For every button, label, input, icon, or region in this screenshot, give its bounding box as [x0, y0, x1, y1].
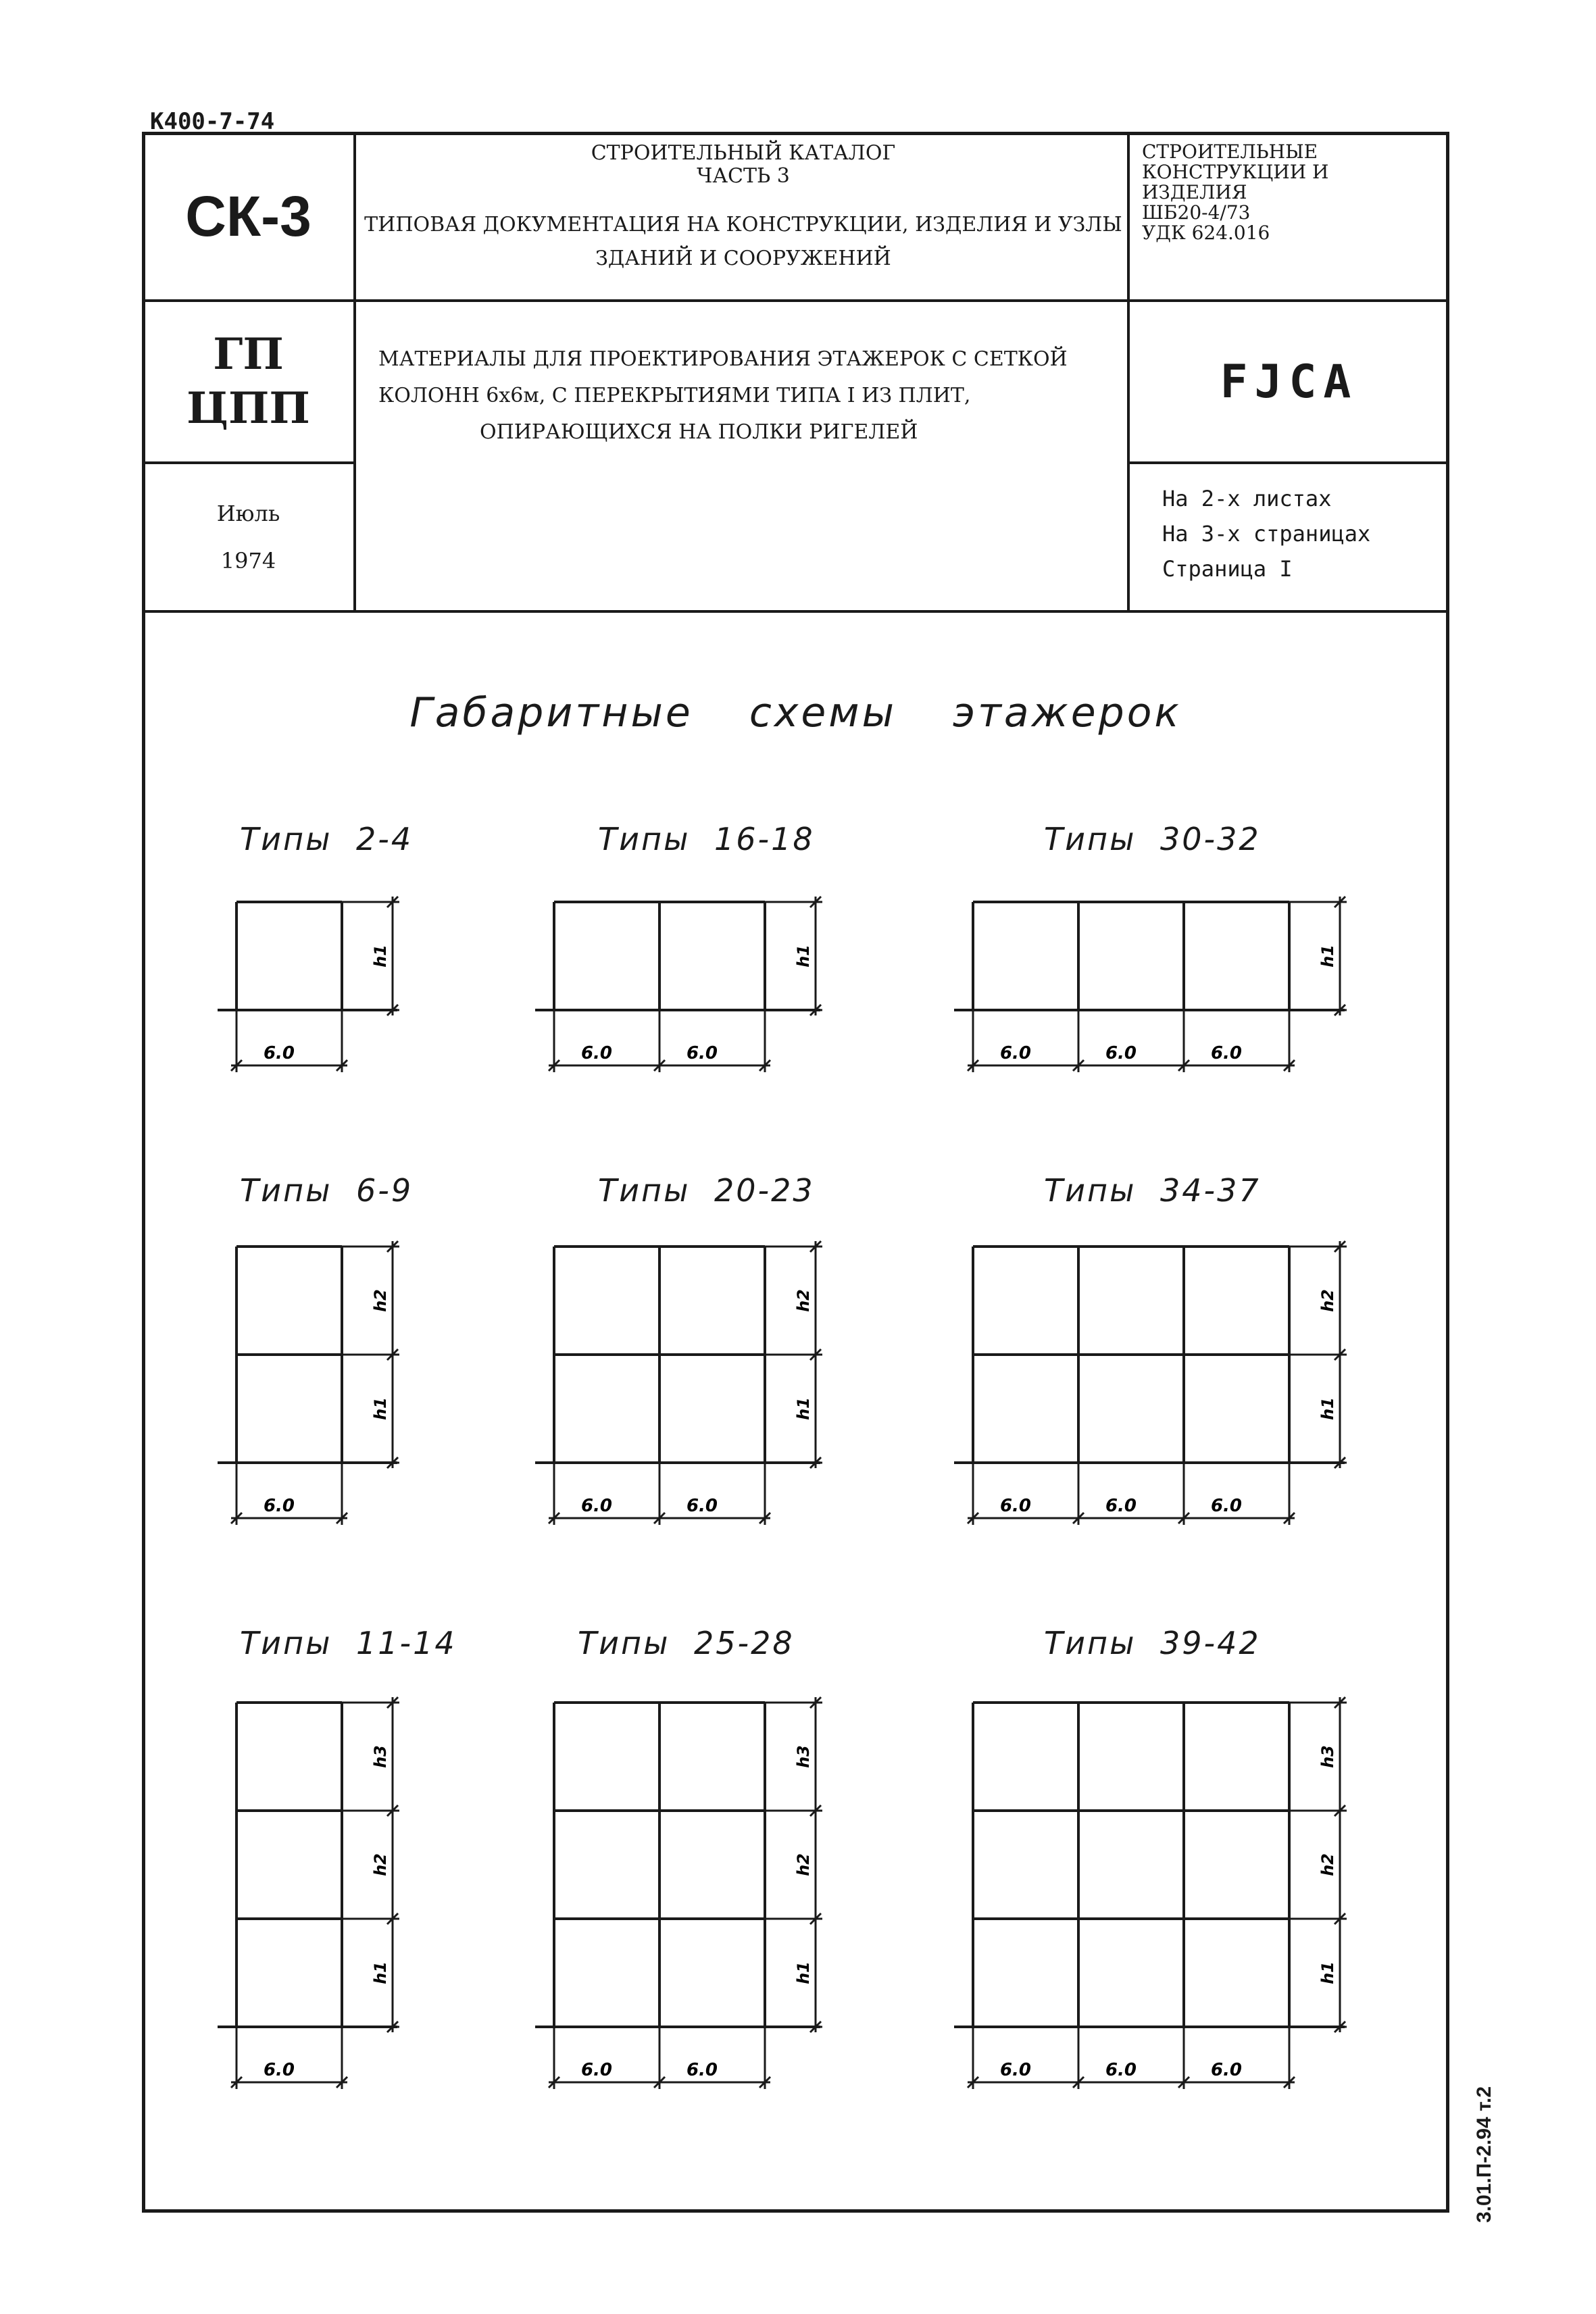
scheme-5-bay-label: 6.0	[686, 1496, 718, 1516]
org-line-1: ГП	[213, 329, 284, 380]
scheme-3-bay-label: 6.0	[1210, 1043, 1243, 1063]
scheme-8-bay-label: 6.0	[580, 2060, 613, 2080]
section-line-1: СТРОИТЕЛЬНЫЕ	[1142, 141, 1318, 163]
materials-line-3: ОПИРАЮЩИХСЯ НА ПОЛКИ РИГЕЛЕЙ	[480, 420, 918, 444]
materials-line-2: КОЛОНН 6х6м, С ПЕРЕКРЫТИЯМИ ТИПА I ИЗ ПЛИТ,	[378, 384, 971, 407]
scheme-8-height-label: h3	[794, 1745, 813, 1768]
scheme-7-height-label: h1	[371, 1961, 390, 1984]
scheme-9-height-label: h3	[1318, 1745, 1337, 1768]
issue-month: Июль	[216, 501, 280, 526]
side-stamp: 3.01.П-2.94 т.2	[1473, 2086, 1495, 2223]
document-code: К400-7-74	[150, 108, 275, 135]
issue-year: 1974	[220, 548, 276, 574]
scheme-label-9: Типы 39-42	[1044, 1625, 1261, 1661]
scheme-2-height-label: h1	[794, 945, 813, 967]
page-info-pages: На 3-х страницах	[1162, 521, 1371, 547]
scheme-label-3: Типы 30-32	[1044, 821, 1261, 857]
scheme-6-bay-label: 6.0	[999, 1496, 1032, 1516]
scheme-4-bay-label: 6.0	[263, 1496, 295, 1516]
scheme-9-bay-label: 6.0	[1210, 2060, 1243, 2080]
section-line-5: УДК 624.016	[1142, 222, 1270, 244]
section-line-4: ШБ20-4/73	[1142, 201, 1251, 224]
page-info-current: Страница I	[1162, 556, 1293, 582]
scheme-9-bay-label: 6.0	[999, 2060, 1032, 2080]
org-line-2: ЦПП	[186, 383, 310, 434]
scheme-5-bay-label: 6.0	[580, 1496, 613, 1516]
scheme-1-bay-label: 6.0	[263, 1043, 295, 1063]
scheme-4-height-label: h1	[371, 1397, 390, 1420]
scheme-6-height-label: h2	[1318, 1289, 1337, 1312]
scheme-8-bay-label: 6.0	[686, 2060, 718, 2080]
page-info-sheets: На 2-х листах	[1162, 486, 1332, 511]
scheme-4-height-label: h2	[371, 1289, 390, 1312]
document-code-box: FJCA	[1220, 355, 1358, 409]
scheme-label-7: Типы 11-14	[240, 1625, 457, 1661]
catalog-subtitle-line-1: ТИПОВАЯ ДОКУМЕНТАЦИЯ НА КОНСТРУКЦИИ, ИЗДЕЛИЯ И УЗЛЫ	[364, 213, 1122, 236]
scheme-5-height-label: h2	[794, 1289, 813, 1312]
catalog-subtitle-line-2: ЗДАНИЙ И СООРУЖЕНИЙ	[595, 247, 891, 270]
scheme-6-height-label: h1	[1318, 1397, 1337, 1420]
scheme-9-height-label: h2	[1318, 1853, 1337, 1876]
scheme-5-height-label: h1	[794, 1397, 813, 1420]
scheme-9-height-label: h1	[1318, 1961, 1337, 1984]
section-line-3: ИЗДЕЛИЯ	[1142, 181, 1247, 203]
scheme-2-bay-label: 6.0	[686, 1043, 718, 1063]
scheme-1-height-label: h1	[371, 945, 390, 967]
materials-line-1: МАТЕРИАЛЫ ДЛЯ ПРОЕКТИРОВАНИЯ ЭТАЖЕРОК С СЕТКОЙ	[378, 347, 1068, 371]
scheme-8-height-label: h2	[794, 1853, 813, 1876]
series-code: СК-3	[185, 184, 311, 248]
main-title: Габаритные схемы этажерок	[409, 689, 1182, 736]
scheme-7-bay-label: 6.0	[263, 2060, 295, 2080]
scheme-9-bay-label: 6.0	[1105, 2060, 1137, 2080]
scheme-label-1: Типы 2-4	[240, 821, 414, 857]
scheme-6-bay-label: 6.0	[1105, 1496, 1137, 1516]
scheme-label-8: Типы 25-28	[578, 1625, 795, 1661]
scheme-3-height-label: h1	[1318, 945, 1337, 967]
scheme-label-4: Типы 6-9	[240, 1172, 414, 1209]
scheme-label-2: Типы 16-18	[598, 821, 815, 857]
scheme-7-height-label: h2	[371, 1853, 390, 1876]
scheme-3-bay-label: 6.0	[999, 1043, 1032, 1063]
scheme-2-bay-label: 6.0	[580, 1043, 613, 1063]
catalog-title-line-1: СТРОИТЕЛЬНЫЙ КАТАЛОГ	[591, 141, 896, 165]
scheme-7-height-label: h3	[371, 1745, 390, 1768]
section-line-2: КОНСТРУКЦИИ И	[1142, 161, 1329, 183]
scheme-label-5: Типы 20-23	[598, 1172, 815, 1209]
scheme-8-height-label: h1	[794, 1961, 813, 1984]
catalog-title-line-2: ЧАСТЬ 3	[697, 164, 790, 188]
scheme-3-bay-label: 6.0	[1105, 1043, 1137, 1063]
scheme-label-6: Типы 34-37	[1044, 1172, 1261, 1209]
scheme-6-bay-label: 6.0	[1210, 1496, 1243, 1516]
